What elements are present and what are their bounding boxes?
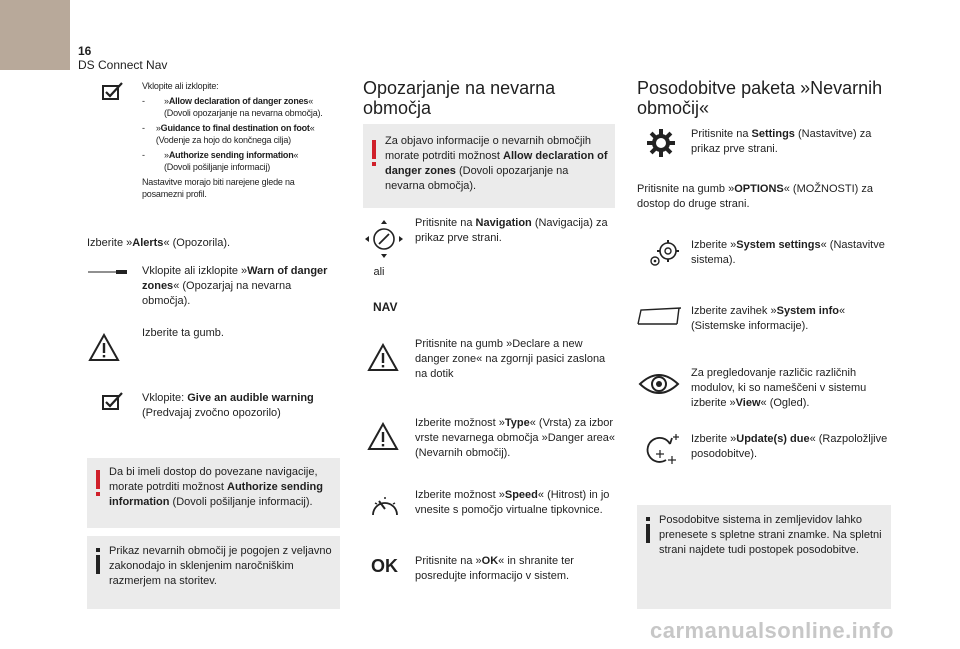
- page-number: 16: [78, 44, 92, 58]
- warning-icon: [367, 422, 399, 452]
- update-icon: [642, 432, 682, 466]
- watermark: carmanualsonline.info: [650, 618, 894, 643]
- speed-step: Izberite možnost »Speed« (Hitrost) in jo vnesite s pomočjo virtualne tipkovnice.: [415, 489, 610, 516]
- navigation-step: Pritisnite na Navigation (Navigacija) za prikaz prve strani.: [415, 217, 608, 244]
- info-icon: [93, 546, 103, 576]
- type-step: Izberite možnost »Type« (Vrsta) za izbor vrste nevarnega območja »Danger area« (Nevarnih območij).: [415, 417, 615, 459]
- profile-note: Nastavitve morajo biti narejene glede na posamezni profil.: [142, 177, 295, 199]
- list-item: - »Guidance to final destination on foot« (Vodenje za hojo do končnega cilja): [142, 123, 315, 145]
- warning-icon: [367, 343, 399, 373]
- audible-step: Vklopite: Give an audible warning (Predvajaj zvočno opozorilo): [142, 392, 314, 419]
- options-step: Pritisnite na gumb »OPTIONS« (MOŽNOSTI) za dostop do druge strani.: [637, 183, 873, 210]
- warning-note-box: [87, 458, 340, 528]
- manual-title: DS Connect Nav: [78, 58, 168, 72]
- alerts-step: Izberite »Alerts« (Opozorila).: [87, 237, 231, 249]
- info-note-box: [87, 536, 340, 609]
- system-settings-step: Izberite »System settings« (Nastavitve sistema).: [691, 239, 885, 266]
- ok-step: Pritisnite na »OK« in shranite ter posredujte informacijo v sistem.: [415, 555, 574, 582]
- checkbox-icon: [100, 390, 126, 412]
- settings-step: Pritisnite na Settings (Nastavitve) za prikaz prve strani.: [691, 128, 872, 155]
- section-title-updates: Posodobitve paketa »Nevarnih območij«: [637, 78, 883, 118]
- list-item: - »Authorize sending information« (Dovoli pošiljanje informacij): [142, 150, 299, 172]
- toggle-icon: [88, 268, 128, 276]
- section-title-danger-zones: Opozarjanje na nevarna območja: [363, 78, 556, 118]
- settings-gear-icon: [648, 238, 682, 268]
- corner-tab: [0, 0, 70, 70]
- list-item: - »Allow declaration of danger zones« (Dovoli opozarjanje na nevarna območja).: [142, 96, 323, 118]
- eye-icon: [638, 370, 680, 398]
- system-info-tab-icon: [637, 306, 683, 326]
- system-info-step: Izberite zavihek »System info« (Sistemske informacije).: [691, 305, 846, 332]
- exclamation-icon: [369, 138, 379, 168]
- nav-button: NAV: [373, 300, 398, 314]
- info-icon: [643, 515, 653, 545]
- warning-note-box: [363, 124, 615, 208]
- checkbox-icon: [100, 80, 126, 102]
- info-note-text: Posodobitve sistema in zemljevidov lahko prenesete s spletne strani znamke. Na spletni strani najdete tudi postopek posodobitve.: [659, 514, 882, 556]
- toggle-options-block: [142, 80, 342, 200]
- or-label: ali: [373, 266, 385, 278]
- update-step: Izberite »Update(s) due« (Razpoložljive posodobitve).: [691, 433, 888, 460]
- toggle-intro: Vklopite ali izklopite:: [142, 81, 219, 91]
- navigation-icon: [364, 218, 404, 260]
- warning-icon: [88, 333, 120, 363]
- declare-step: Pritisnite na gumb »Declare a new danger zone« na zgornji pasici zaslona na dotik: [415, 338, 606, 380]
- warning-note-text: Da bi imeli dostop do povezane navigacije, morate potrditi možnost Authorize sending information (Dovoli pošiljanje informacij).: [109, 466, 323, 508]
- warning-note-text: Za objavo informacije o nevarnih območjih morate potrditi možnost Allow declaration of danger zones (Dovoli opozarjanje na nevarna območja).: [385, 135, 608, 192]
- speed-icon: [369, 493, 401, 519]
- select-button-step: Izberite ta gumb.: [142, 327, 224, 339]
- exclamation-icon: [93, 468, 103, 498]
- info-note-text: Prikaz nevarnih območij je pogojen z veljavno zakonodajo in sklenjenim naročniškim razmerjem na storitev.: [109, 545, 332, 587]
- gear-icon: [646, 128, 676, 158]
- warn-step: Vklopite ali izklopite »Warn of danger zones« (Opozarjaj na nevarna območja).: [142, 265, 328, 307]
- info-note-box: [637, 505, 891, 609]
- ok-button: OK: [371, 556, 398, 576]
- view-step: Za pregledovanje različic različnih modulov, ki so nameščeni v sistemu izberite »View« (Ogled).: [691, 367, 867, 409]
